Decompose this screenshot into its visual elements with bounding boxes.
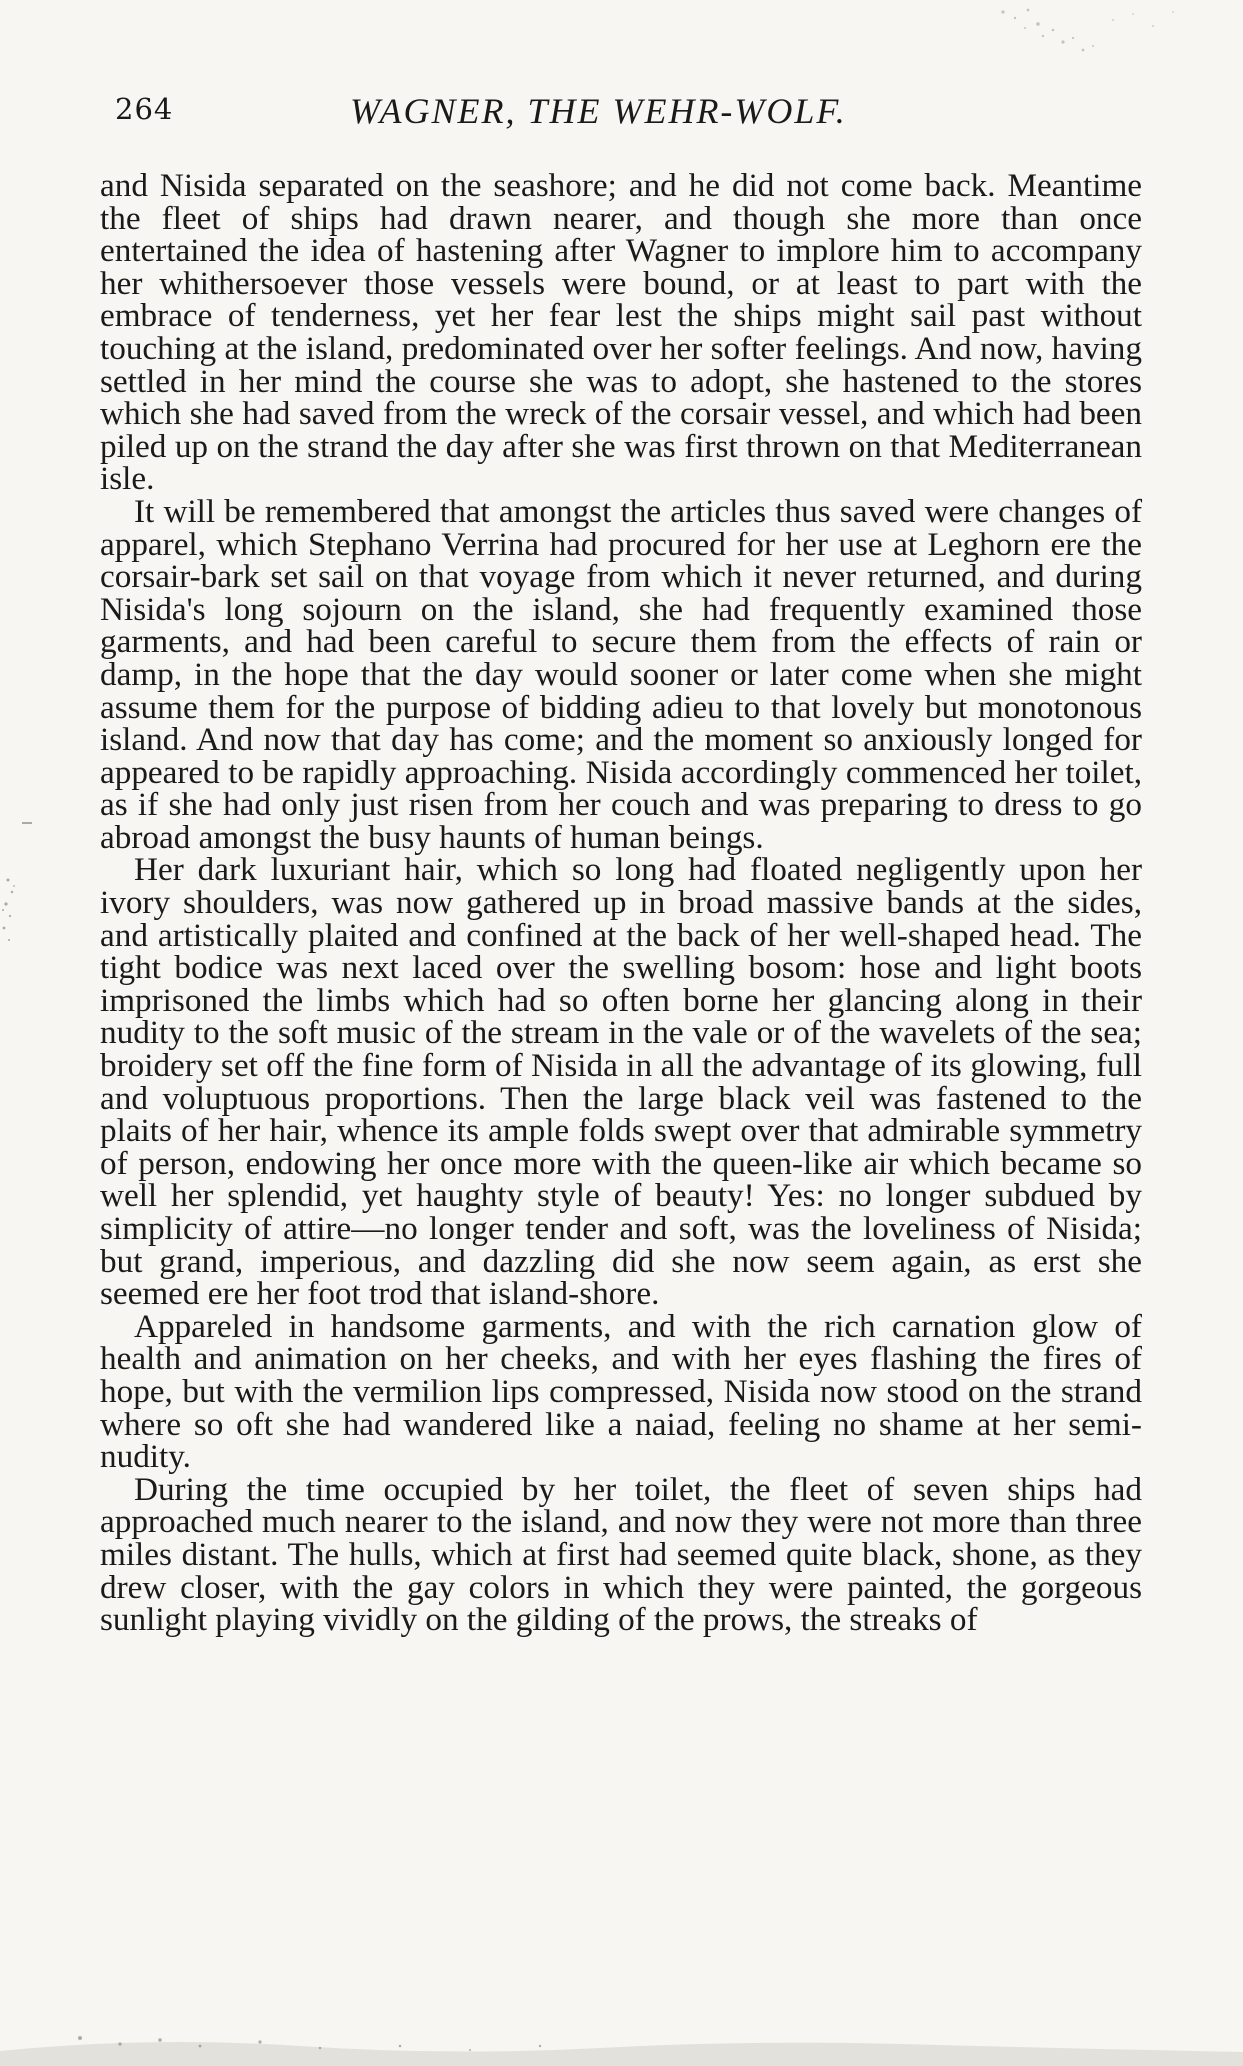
margin-speckle [0,820,40,970]
paragraph: Her dark luxuriant hair, which so long had floated negligently upon her ivory shoulders, was now gathered up in broad massive bands at the sides, and artistically plaited and confined at the back of her well-shaped head. The tight bodice was next laced over the swelling bosom: hose and light boots imprisoned the limbs which had so often borne her glancing along in their nudity to the soft music of the stream in the vale or of the wavelets of the sea; broidery set off the fine form of Nisida in all the advantage of its glowing, full and voluptuous proportions. Then the large black veil was fastened to the plaits of her hair, whence its ample folds swept over that admirable symmetry of person, endowing her once more with the queen-like air which became so well her splendid, yet haughty style of beauty! Yes: no longer subdued by simplicity of attire—no longer tender and soft, was the loveliness of Nisida; but grand, imperious, and dazzling did she now seem again, as erst she seemed ere her foot trod that island-shore. [100,851,1142,1313]
page-number: 264 [115,92,174,126]
paragraph: During the time occupied by her toilet, the fleet of seven ships had approached much nearer to the island, and now they were not more than three miles distant. The hulls, which at first had seemed quite black, shone, as they drew closer, with the gay colors in which they were painted, the gorgeous sunlight playing vividly on the gilding of the prows, the streaks of [100,1470,1142,1639]
paper-smudge-top-right [943,0,1203,70]
running-title: WAGNER, THE WEHR-WOLF. [350,91,847,131]
paragraph: It will be remembered that amongst the articles thus saved were changes of apparel, which Stephano Verrina had procured for her use at Leghorn ere the corsair-bark set sail on that voyage from which it never returned, and during Nisida's long sojourn on the island, she had frequently examined those garments, and had been careful to secure them from the effects of rain or damp, in the hope that the day would sooner or later come when she might assume them for the purpose of bidding adieu to that lovely but monotonous island. And now that day has come; and the moment so anxiously longed for appeared to be rapidly approaching. Nisida accordingly commenced her toilet, as if she had only just risen from her couch and was preparing to dress to go abroad amongst the busy haunts of human beings. [100,492,1142,856]
body-text [100,167,1142,1639]
running-head [115,92,1145,142]
paper-edge-bottom [0,1996,1243,2066]
paragraph: Appareled in handsome garments, and with the rich carnation glow of health and animation on her cheeks, and with her eyes flashing the fires of hope, but with the vermilion lips compressed, Nisida now stood on the strand where so oft she had wandered like a naiad, feeling no shame at her semi-nudity. [100,1307,1142,1476]
paragraph: and Nisida separated on the seashore; and he did not come back. Meantime the fleet of ships had drawn nearer, and though she more than once entertained the idea of hastening after Wagner to implore him to accompany her whithersoever those vessels were bound, or at least to part with the embrace of tenderness, yet her fear lest the ships might sail past without touching at the island, predominated over her softer feelings. And now, having settled in her mind the course she was to adopt, she hastened to the stores which she had saved from the wreck of the corsair vessel, and which had been piled up on the strand the day after she was first thrown on that Mediterranean isle. [100,167,1142,498]
